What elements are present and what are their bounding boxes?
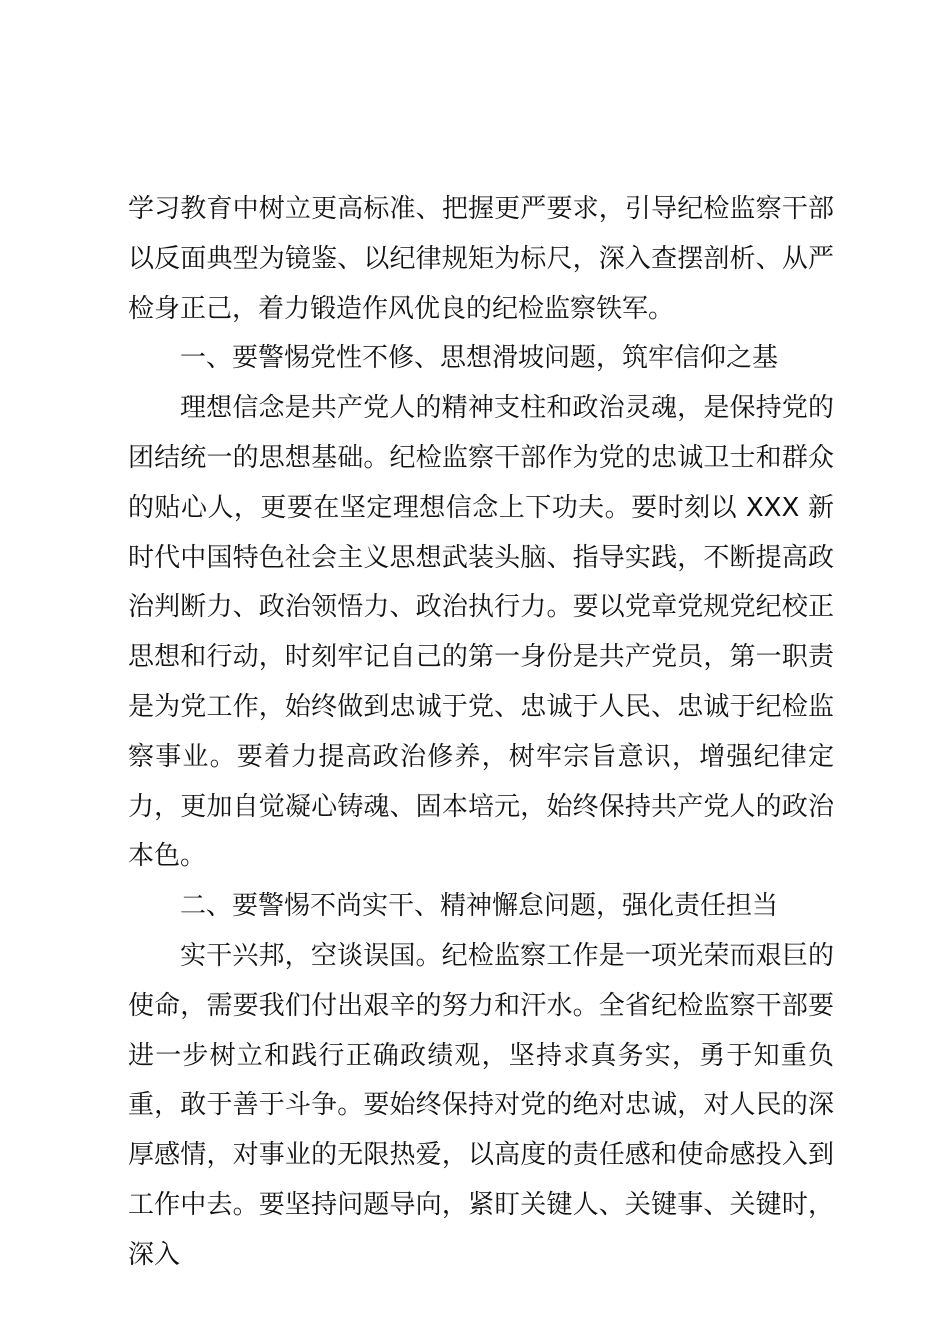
body-paragraph: 理想信念是共产党人的精神支柱和政治灵魂，是保持党的团结统一的思想基础。纪检监察干部作为党的忠诚卫士和群众的贴心人，更要在坚定理想信念上下功夫。要时刻以 XXX 新时代中国特色社会主义思想武装头脑、指导实践，不断提高政治判断力、政治领悟力、政治执行力。要以党章党规党纪校正思想和行动，时刻牢记自己的第一身份是共产党员，第一职责是为党工作，始终做到忠诚于党、忠诚于人民、忠诚于纪检监察事业。要着力提高政治修养，树牢宗旨意识，增强纪律定力，更加自觉凝心铸魂、固本培元，始终保持共产党人的政治本色。 [128,393,834,872]
body-paragraph: 学习教育中树立更高标准、把握更严要求，引导纪检监察干部以反面典型为镜鉴、以纪律规矩为标尺，深入查摆剖析、从严检身正己，着力锻造作风优良的纪检监察铁军。 [128,194,834,324]
body-paragraph: 实干兴邦，空谈误国。纪检监察工作是一项光荣而艰巨的使命，需要我们付出艰辛的努力和汗水。全省纪检监察干部要进一步树立和践行正确政绩观，坚持求真务实，勇于知重负重，敢于善于斗争。要始终保持对党的绝对忠诚，对人民的深厚感情，对事业的无限热爱，以高度的责任感和使命感投入到工作中去。要坚持问题导向，紧盯关键人、关键事、关键时，深入 [128,940,834,1270]
document-body [128,185,834,1281]
section-heading: 二、要警惕不尚实干、精神懈怠问题，强化责任担当 [180,891,779,922]
section-heading: 一、要警惕党性不修、思想滑坡问题，筑牢信仰之基 [180,343,779,374]
